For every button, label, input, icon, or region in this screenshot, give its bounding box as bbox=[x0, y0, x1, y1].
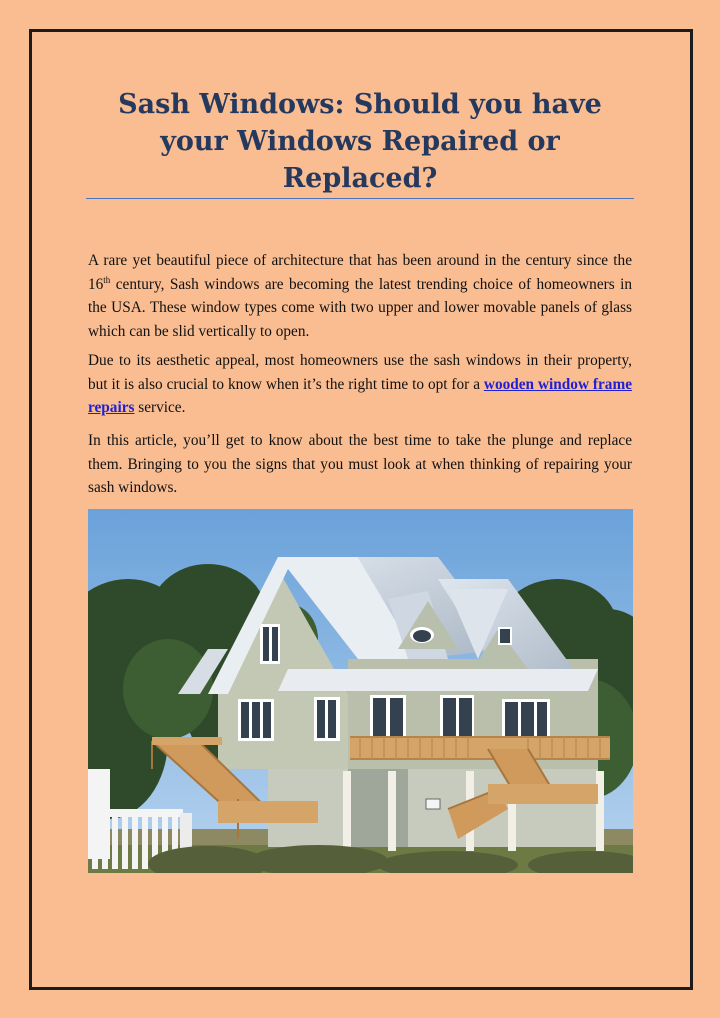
paragraph-appeal-start: Due to its aesthetic appeal, most homeowners use the sash windows in their property, but it is also crucial to know when it’s the right time to opt for a bbox=[88, 352, 632, 393]
paragraph-intro bbox=[88, 249, 632, 343]
paragraph-appeal bbox=[88, 349, 632, 420]
title-divider bbox=[86, 198, 634, 199]
paragraph-intro-end: century, Sash windows are becoming the latest trending choice of homeowners in the USA. These window types come with two upper and lower movable panels of glass which can be slid vertically to open. bbox=[88, 275, 632, 340]
ordinal-suffix: th bbox=[103, 274, 111, 285]
paragraph-appeal-end: service. bbox=[134, 399, 186, 417]
house-photo bbox=[88, 509, 633, 873]
paragraph-intro-start: A rare yet beautiful piece of architecture that has been around in the century since the 16 bbox=[88, 252, 632, 293]
wooden-window-frame-repairs-link[interactable]: wooden window frame repairs bbox=[88, 375, 632, 417]
article-title: Sash Windows: Should you have your Windows Repaired or Replaced? bbox=[118, 89, 602, 194]
paragraph-article-intro: In this article, you’ll get to know about the best time to take the plunge and replace them. Bringing to you the signs that you must look at when thinking of repairing your sash windows. bbox=[88, 432, 632, 497]
